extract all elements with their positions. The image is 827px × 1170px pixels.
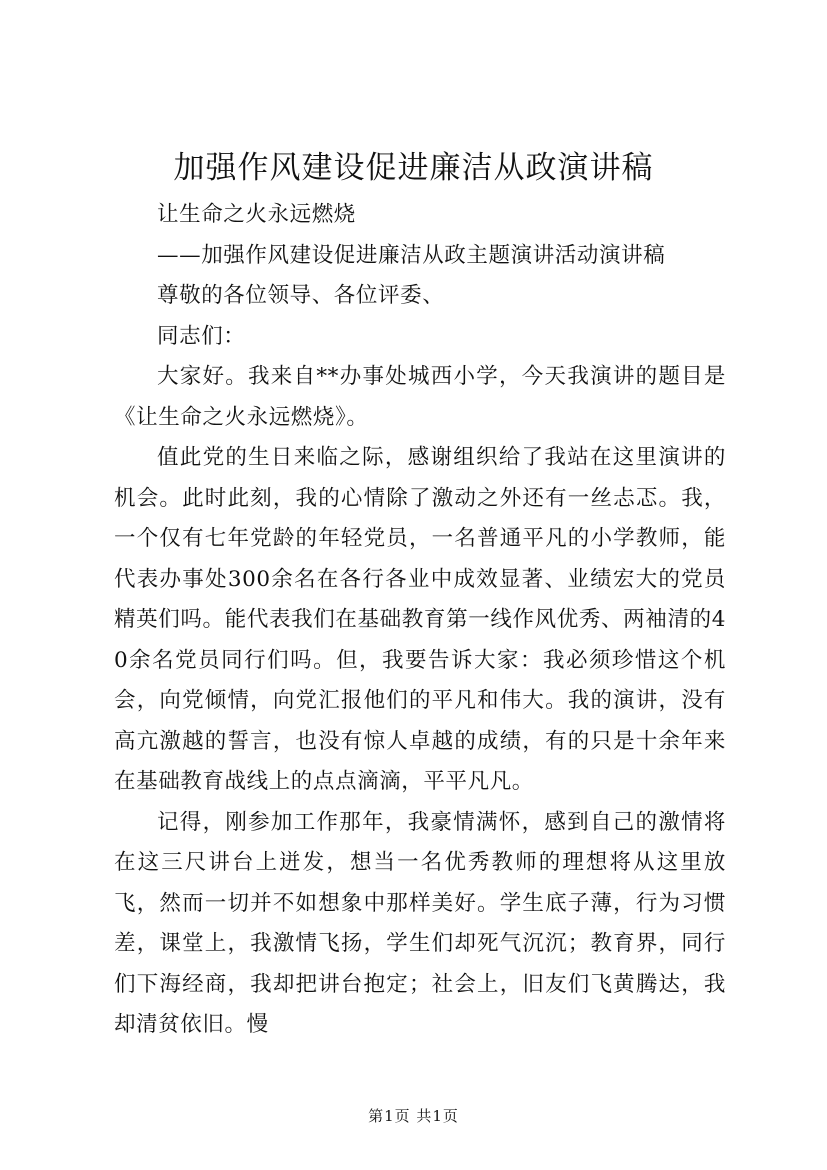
body-paragraph: 大家好。我来自**办事处城西小学，今天我演讲的题目是《让生命之火永远燃烧》。 xyxy=(114,364,726,430)
document-body xyxy=(114,195,726,1046)
speech-theme-line: ——加强作风建设促进廉洁从政主题演讲活动演讲稿 xyxy=(157,242,666,268)
body-paragraph: 值此党的生日来临之际，感谢组织给了我站在这里演讲的机会。此时此刻，我的心情除了激动之外还有一丝忐忑。我，一个仅有七年党龄的年轻党员，一名普通平凡的小学教师，能代表办事处300余名在各行各业中成效显著、业绩宏大的党员精英们吗。能代表我们在基础教育第一线作风优秀、两袖清的40余名党员同行们吗。但，我要告诉大家：我必须珍惜这个机会，向党倾情，向党汇报他们的平凡和伟大。我的演讲，没有高亢激越的誓言，也没有惊人卓越的成绩，有的只是十余年来在基础教育战线上的点点滴滴，平平凡凡。 xyxy=(114,445,726,794)
document-title: 加强作风建设促进廉洁从政演讲稿 xyxy=(173,150,654,186)
speech-subtitle: 让生命之火永远燃烧 xyxy=(157,202,356,227)
salutation-line-2: 同志们： xyxy=(157,323,246,349)
body-paragraph: 记得，刚参加工作那年，我豪情满怀，感到自己的激情将在这三尺讲台上迸发，想当一名优秀教师的理想将从这里放飞，然而一切并不如想象中那样美好。学生底子薄，行为习惯差，课堂上，我激情飞扬，学生们却死气沉沉；教育界，同行们下海经商，我却把讲台抱定；社会上，旧友们飞黄腾达，我却清贫依旧。慢 xyxy=(114,809,726,1037)
page-number-footer: 第1页 共1页 xyxy=(368,1107,459,1125)
salutation-line-1: 尊敬的各位领导、各位评委、 xyxy=(157,283,445,308)
